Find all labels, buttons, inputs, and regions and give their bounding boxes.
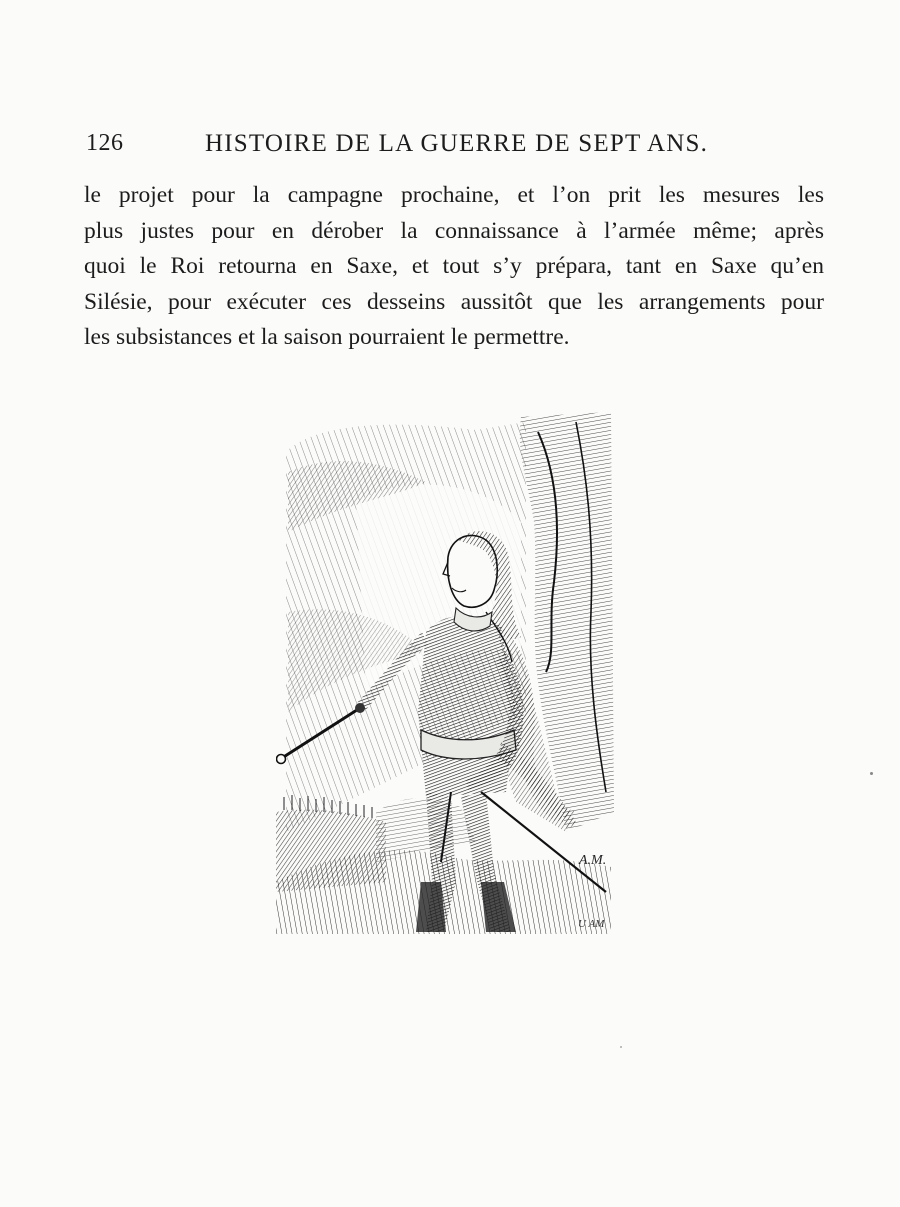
engraving-illustration <box>276 412 616 934</box>
paper-speck <box>620 1046 622 1048</box>
engraver-monogram: U AM <box>578 918 605 930</box>
body-line: le projet pour la campagne prochaine, et l’on prit les mesures les <box>84 182 824 208</box>
body-line: les subsistances et la saison pourraient le permettre. <box>84 324 570 350</box>
page-number: 126 <box>86 130 124 156</box>
body-paragraph <box>84 178 824 356</box>
running-title: HISTOIRE DE LA GUERRE DE SEPT ANS. <box>205 130 709 157</box>
engraving-drawing <box>276 412 616 934</box>
body-line: Silésie, pour exécuter ces desseins aussitôt que les arrangements pour <box>84 288 824 315</box>
body-line: quoi le Roi retourna en Saxe, et tout s’y prépara, tant en Saxe qu’en <box>84 253 824 279</box>
artist-monogram: A.M. <box>579 853 607 868</box>
running-head <box>86 128 709 162</box>
paper-speck <box>870 772 873 775</box>
body-line: plus justes pour en dérober la connaissance à l’armée même; après <box>84 217 824 244</box>
